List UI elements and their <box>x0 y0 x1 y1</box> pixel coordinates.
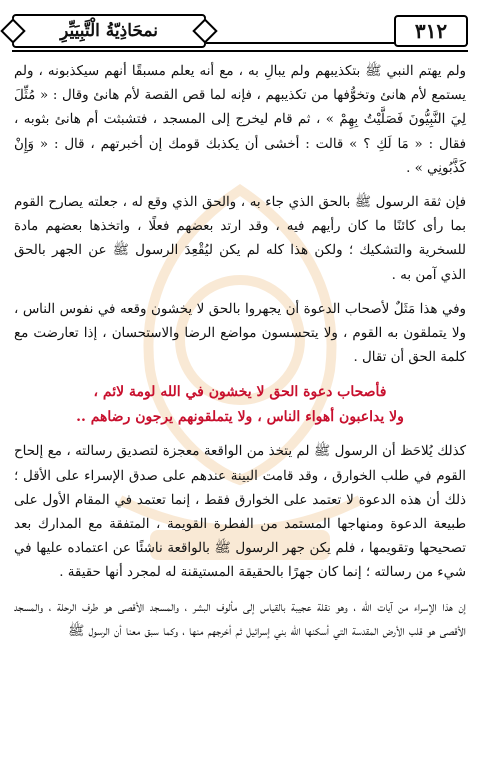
paragraph-1: ولم يهتم النبي ﷺ بتكذيبهم ولم يبالِ به ، مع أنه يعلم مسبقًا أنهم سيكذبونه ، ولم يستمع لأم هانئ وتخوُّفها من تكذيبهم ، فإنه لما قص القصة لأم هانئ وقال : « مُثِّلَ لِيَ النَّبِيُّونَ فَصَلَّيْتُ بِهِمْ » ، ثم قام ليخرج إلى المسجد ، فتشبثت أم هانئ بثوبه ، فقال : « مَا لَكِ ؟ » قالت : أخشى أن يكذبك قومك إن أخبرتهم ، قال : « وَإِنْ كَذَّبُونِي » . <box>14 64 466 176</box>
highlighted-maxim <box>14 380 466 430</box>
highlight-line-2: ولا يداعبون أهواء الناس ، ولا يتملقونهم يرجون رضاهم .. <box>76 409 404 426</box>
paragraph-3: وفي هذا مَثَلٌ لأصحاب الدعوة أن يجهروا بالحق لا يخشون وقعه في نفوس الناس ، ولا يتملقون به القوم ، ولا يتحسسون مواضع الرضا والاستحسان ، إذا تعارضت مع كلمة الحق أن تقال . <box>14 301 466 366</box>
highlight-line-1: فأصحاب دعوة الحق لا يخشون في الله لومة لائم ، <box>93 384 387 401</box>
paragraph-5: إن هذا الإسراء من آيات الله ، وهو نقلة عجيبة بالقياس إلى مألوف البشر ، والمسجد الأقصى هو طرف الرحلة ، والمسجد الأقصى هو قلب الأرض المقدسة التي أسكنها الله بني إسرائيل ثم أخرجهم منها ، وكما سبق معنا أن الرسول ﷺ <box>14 599 466 639</box>
paragraph-4: كذلك يُلاحَظ أن الرسول ﷺ لم يتخذ من الواقعة معجزة لتصديق رسالته ، مع إلحاح القوم في طلب الخوارق ، وقد قامت البينة عندهم على صدق الإسراء على الأقل ؛ ذلك أن هذه الدعوة لا تعتمد على الخوارق فقط ، إنما تعتمد في المقام الأول على طبيعة الدعوة ومنهاجها المستمد من الفطرة القويمة ، المتفقة مع المدارك بعد تصحيحها وتقويمها ، فلم يكن جهر الرسول ﷺ بالواقعة ناشئًا عن اعتماده عليها في شيء من رسالته ؛ إنما كان جهرًا بالحقيقة المستيقنة له لمجرد أنها حقيقة . <box>14 444 466 581</box>
book-title: نمحَاذِيّةُ الْتَّبِيَيِّرِ <box>12 14 206 48</box>
paragraph-2: فإن ثقة الرسول ﷺ بالحق الذي جاء به ، والحق الذي وقع له ، جعلته يصارح القوم بما رأى كائنًا ما كان رأيهم فيه ، وقد ارتد بعضهم فعلًا ، واتخذها بعضهم مادة للسخرية والتشكيك ؛ ولكن هذا كله لم يكن ليُقْعِدَ الرسول ﷺ عن الجهر بالحق الذي آمن به . <box>14 195 466 283</box>
page-number: ٣١٢ <box>394 15 468 47</box>
page-header <box>12 10 468 52</box>
page-body <box>14 60 466 654</box>
